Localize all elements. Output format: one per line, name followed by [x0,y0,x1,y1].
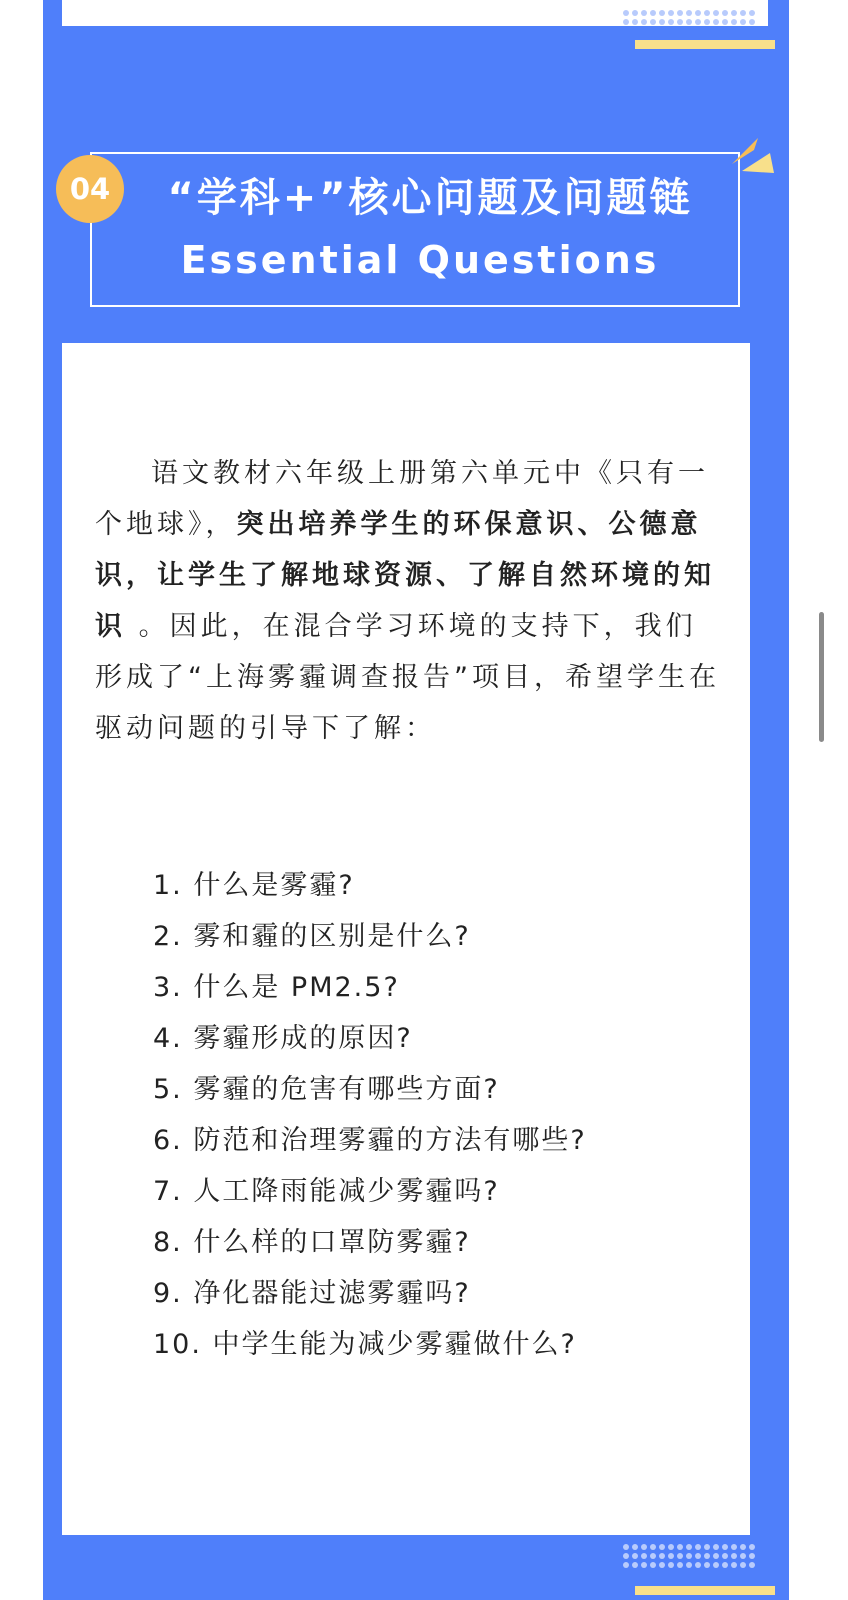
decorative-dot [722,1544,728,1550]
decorative-dot [731,1553,737,1559]
intro-text-part1: 语文教材六年级上册第六单元中《只有一个地球》， [95,458,709,540]
question-item: 3. 什么是 PM2.5? [153,972,400,1003]
question-item: 9. 净化器能过滤雾霾吗? [153,1278,471,1309]
intro-text-part2: 。因此，在混合学习环境的支持下，我们形成了“上海雾霾调查报告”项目，希望学生在驱动问题的引导下了解： [95,611,720,744]
decorative-dot [632,10,638,16]
question-list [153,860,587,1370]
decorative-dot [713,1553,719,1559]
decorative-dot [677,1544,683,1550]
decorative-dot [668,1562,674,1568]
decorative-dot [740,10,746,16]
intro-paragraph [95,448,720,754]
decorative-dot [695,1544,701,1550]
question-item: 7. 人工降雨能减少雾霾吗? [153,1176,500,1207]
decorative-dot [731,19,737,25]
decorative-dot [704,10,710,16]
decorative-dot [722,10,728,16]
decorative-dot [641,10,647,16]
decorative-dot [686,19,692,25]
decorative-dot [659,1544,665,1550]
decorative-dot [749,1553,755,1559]
decorative-dot [659,1562,665,1568]
decorative-dot [749,1562,755,1568]
section-number-badge: 04 [56,155,124,223]
decorative-dot [650,1553,656,1559]
decorative-dot [704,1553,710,1559]
section-title-chinese: “学科+”核心问题及问题链 [167,175,693,221]
scrollbar[interactable] [819,612,824,742]
decorative-dot [650,19,656,25]
decorative-dot [632,1553,638,1559]
decorative-dot [686,1553,692,1559]
decorative-dot [650,10,656,16]
decorative-dot [677,1562,683,1568]
decorative-dot [677,10,683,16]
decorative-dot [749,1544,755,1550]
decorative-dot [632,1544,638,1550]
decorative-dot [722,1562,728,1568]
decorative-dot [695,1553,701,1559]
decorative-dot [713,1544,719,1550]
decorative-dot [623,19,629,25]
question-item: 8. 什么样的口罩防雾霾? [153,1227,471,1258]
decorative-dot [695,10,701,16]
dot-pattern-bottom [623,1544,755,1568]
question-item: 1. 什么是雾霾? [153,870,355,901]
question-item: 5. 雾霾的危害有哪些方面? [153,1074,500,1105]
decorative-dot [668,1553,674,1559]
decorative-dot [623,1562,629,1568]
decorative-dot [731,1544,737,1550]
decorative-dot [677,1553,683,1559]
decorative-dot [623,10,629,16]
decorative-dot [722,19,728,25]
decorative-dot [713,10,719,16]
decorative-dot [731,10,737,16]
decorative-dot [650,1544,656,1550]
decorative-dot [740,19,746,25]
question-item: 10. 中学生能为减少雾霾做什么? [153,1329,577,1360]
yellow-triangle-icon [742,153,776,175]
intro-text-bold: 突出培养学生的环保意识、公德意识，让学生了解地球资源、了解自然环境的知识 [95,509,715,642]
decorative-dot [722,1553,728,1559]
decorative-dot [686,1562,692,1568]
decorative-dot [749,10,755,16]
section-title-english: Essential Questions [180,238,660,282]
decorative-dot [740,1553,746,1559]
yellow-accent-bar-bottom [635,1586,775,1595]
decorative-dot [749,19,755,25]
question-item: 4. 雾霾形成的原因? [153,1023,413,1054]
decorative-dot [623,1544,629,1550]
decorative-dot [713,19,719,25]
question-item: 2. 雾和霾的区别是什么? [153,921,471,952]
yellow-accent-bar-top [635,40,775,49]
decorative-dot [668,19,674,25]
decorative-dot [659,19,665,25]
decorative-dot [632,19,638,25]
decorative-dot [668,10,674,16]
decorative-dot [686,10,692,16]
decorative-dot [632,1562,638,1568]
decorative-dot [695,19,701,25]
decorative-dot [704,1562,710,1568]
decorative-dot [740,1562,746,1568]
decorative-dot [659,10,665,16]
decorative-dot [713,1562,719,1568]
decorative-dot [641,1544,647,1550]
decorative-dot [668,1544,674,1550]
decorative-dot [695,1562,701,1568]
decorative-dot [686,1544,692,1550]
decorative-dot [641,1562,647,1568]
decorative-dot [623,1553,629,1559]
decorative-dot [677,19,683,25]
decorative-dot [731,1562,737,1568]
decorative-dot [650,1562,656,1568]
decorative-dot [704,19,710,25]
question-item: 6. 防范和治理雾霾的方法有哪些? [153,1125,587,1156]
decorative-dot [641,1553,647,1559]
decorative-dot [740,1544,746,1550]
decorative-dot [659,1553,665,1559]
dot-pattern-top [623,10,755,25]
decorative-dot [704,1544,710,1550]
decorative-dot [641,19,647,25]
